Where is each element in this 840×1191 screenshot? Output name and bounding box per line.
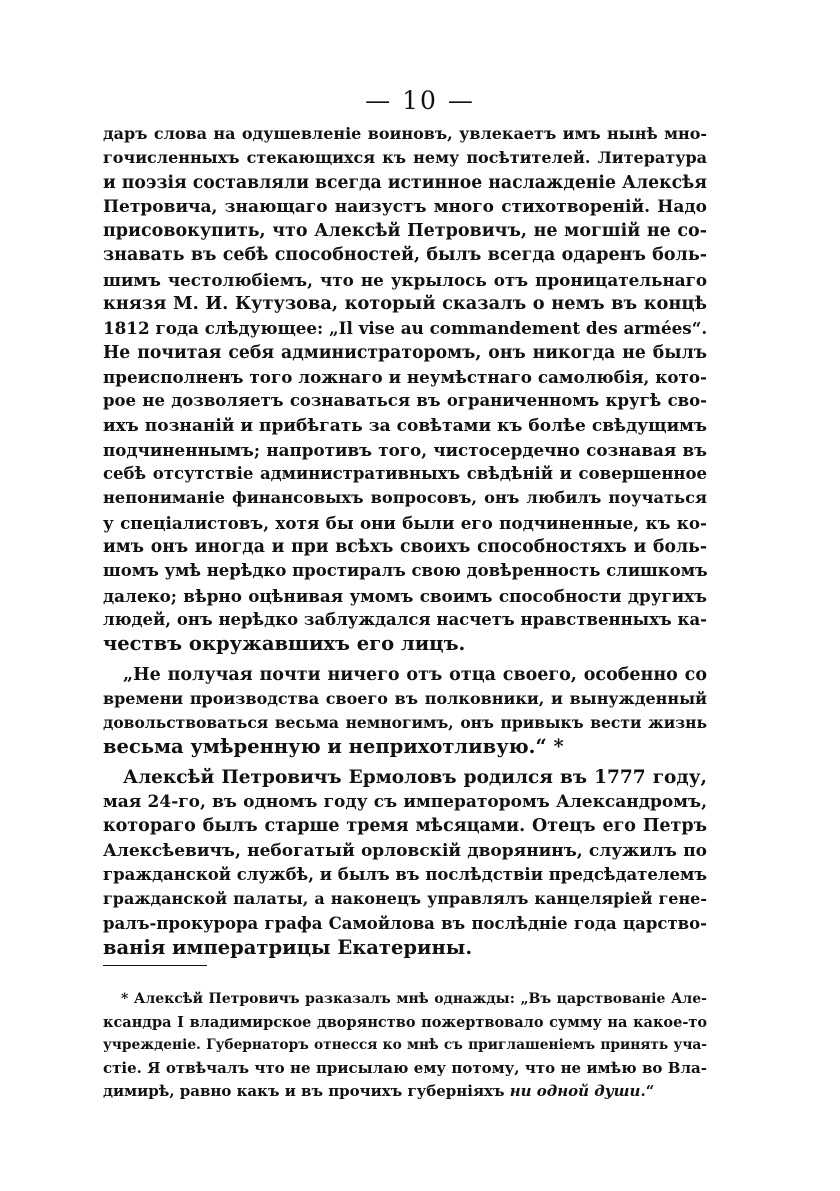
text-line: гражданской палаты, а наконецъ управлялъ канцеляріей гене-	[103, 889, 707, 909]
text-line: Не почитая себя администраторомъ, онъ никогда не былъ	[103, 342, 707, 363]
main-text	[103, 122, 707, 960]
text-line: ванія императрицы Екатерины.	[103, 935, 473, 959]
text-line: далеко; вѣрно оцѣнивая умомъ своимъ способности другихъ	[103, 585, 707, 606]
text-line: 1812 года слѣдующее: „Il vise au commandement des armées“.	[103, 318, 708, 339]
footnote-line: стіе. Я отвѣчалъ что не присылаю ему потому, что не имѣю во Вла-	[103, 1059, 707, 1077]
text-line: подчиненнымъ; напротивъ того, чистосердечно сознавая въ	[103, 439, 707, 460]
text-line: непониманіе финансовыхъ вопросовъ, онъ любилъ поучаться	[103, 488, 707, 508]
paragraph	[103, 663, 707, 760]
footnote	[103, 988, 707, 1103]
text-line: весьма умѣренную и неприхотливую.“ *	[103, 735, 564, 759]
text-line: ихъ познаній и прибѣгать за совѣтами къ болѣе свѣдущимъ	[103, 415, 707, 436]
text-line: у спеціалистовъ, хотя бы они были его подчиненные, къ ко-	[103, 512, 707, 533]
footnote-text: .“	[640, 1082, 655, 1100]
paragraph	[103, 122, 707, 657]
text-line: шимъ честолюбіемъ, что не укрылось отъ проницательнаго	[103, 269, 707, 290]
footnote-line: учрежденіе. Губернаторъ отнесся ко мнѣ съ приглашеніемъ принять уча-	[103, 1037, 707, 1053]
text-line: преисполненъ того ложнаго и неумѣстнаго самолюбія, кото-	[103, 366, 707, 387]
text-line: и поэзія составляли всегда истинное наслажденіе Алексѣя	[103, 172, 707, 193]
text-line: времени производства своего въ полковники, и вынужденный	[103, 688, 707, 708]
text-line: князя М. И. Кутузова, который сказалъ о немъ въ концѣ	[103, 293, 707, 315]
text-line: Алексѣй Петровичъ Ермоловъ родился въ 1777 году,	[123, 766, 707, 788]
text-line: котораго былъ старше тремя мѣсяцами. Отецъ его Петръ	[103, 816, 707, 837]
footnote-text: димирѣ, равно какъ и въ прочихъ губерніяхъ	[103, 1082, 510, 1100]
text-line: присовокупить, что Алексѣй Петровичъ, не могшій не со-	[103, 221, 707, 242]
text-line: ралъ-прокурора графа Самойлова въ послѣдніе года царство-	[103, 913, 707, 933]
paragraph	[103, 766, 707, 960]
text-line: рое не дозволяетъ сознаваться въ ограниченномъ кругѣ сво-	[103, 391, 707, 411]
text-line: чествъ окружавшихъ его лицъ.	[103, 632, 466, 656]
text-line: знавать въ себѣ способностей, былъ всегда одаренъ боль-	[103, 245, 707, 266]
footnote-line: ксандра I владимирское дворянство пожертвовало сумму на какое-то	[103, 1014, 707, 1031]
text-line: „Не получая почти ничего отъ отца своего, особенно со	[123, 664, 707, 685]
text-line: себѣ отсутствіе административныхъ свѣдѣній и совершенное	[103, 464, 707, 484]
footnote-divider	[103, 965, 207, 966]
text-line: Алексѣевичъ, небогатый орловскій дворянинъ, служилъ по	[103, 840, 707, 861]
page-number: — 10 —	[365, 86, 475, 115]
text-line: шомъ умѣ нерѣдко простиралъ свою довѣренность слишкомъ	[103, 561, 708, 581]
text-line: довольствоваться весьма немногимъ, онъ привыкъ вести жизнь	[103, 713, 707, 733]
footnote-italic-text: ни одной души	[509, 1082, 641, 1100]
text-line: имъ онъ иногда и при всѣхъ своихъ способностяхъ и боль-	[103, 537, 707, 558]
text-line: даръ слова на одушевленіе воиновъ, увлекаетъ имъ нынѣ мно-	[103, 124, 707, 143]
text-line: мая 24-го, въ одномъ году съ императоромъ Александромъ,	[103, 792, 707, 813]
text-line: гочисленныхъ стекающихся къ нему посѣтителей. Литература	[103, 148, 707, 168]
text-line: гражданской службѣ, и былъ въ послѣдствіи предсѣдателемъ	[103, 864, 707, 884]
footnote-line: * Алексѣй Петровичъ разказалъ мнѣ однажды: „Въ царствованіе Але-	[121, 991, 707, 1007]
text-line: Петровича, знающаго наизустъ много стихотвореній. Надо	[103, 196, 707, 217]
text-line: людей, онъ нерѣдко заблуждался насчетъ нравственныхъ ка-	[103, 609, 707, 629]
footnote-line-last	[103, 1080, 707, 1103]
